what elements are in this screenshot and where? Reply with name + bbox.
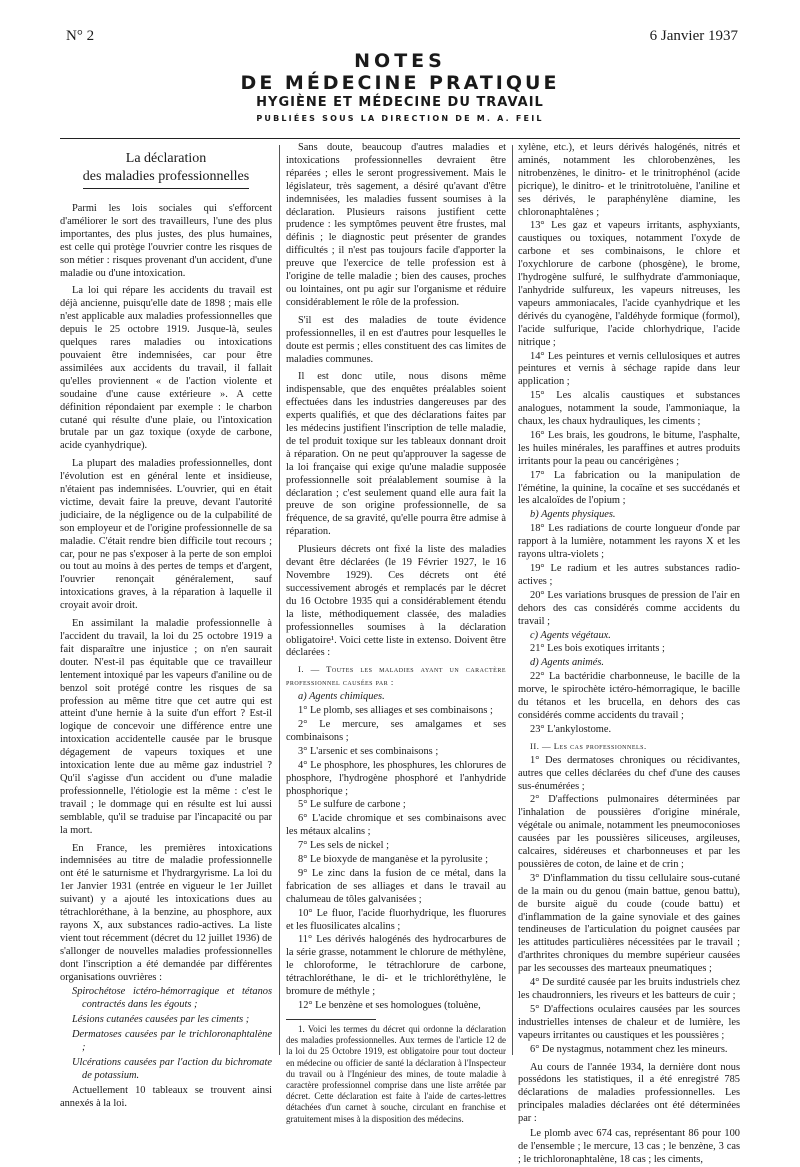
list-item: 19° Le radium et les autres substances radio-actives ; [518,563,740,587]
list-item: 2° D'affections pulmonaires déterminées par l'inhalation de poussières d'origine minérale, végétale ou animale, notamment les pneumoconioses causées par les poussières siliceuses, argileuses, calcaires, sidéreuses et charbonneuses et par les poussières de coton, de laine et de crin ; [518,794,740,870]
paragraph: La loi qui répare les accidents du travail est déjà ancienne, puisqu'elle date de 1898 ; mais elle n'est applicable aux maladies professionnelles que depuis le 25 octobre 1919. Jusque-là, seules quelques rares maladies ou intoxications pouvaient être indemnisées, car pour être assimilées aux accidents du travail, il fallait qu'elles proviennent « de l'action violente et soudaine d'une cause extérieure ». A cette définition répondaient par exemple : le charbon cutané qui résulte d'une plaie, ou l'intoxication brutale par un gaz toxique (oxyde de carbone, acide cyanhydrique). [60,285,272,452]
list-item: 4° Le phosphore, les phosphures, les chlorures de phosphore, l'hydrogène phosphoré et l'anhydride phosphorique ; [286,759,506,797]
article-title [60,150,272,189]
list-item: 12° Le benzène et ses homologues (toluène, [298,1000,481,1011]
masthead-line-4: PUBLIÉES SOUS LA DIRECTION DE M. A. FEIL [256,114,544,123]
list-item: 18° Les radiations de courte longueur d'onde par rapport à la lumière, notamment les rayons X et les rayons ultra-violets ; [518,523,740,561]
column-2 [286,142,506,1124]
masthead [0,50,800,126]
masthead-line-1: NOTES [354,50,446,72]
subsection-label: c) Agents végétaux. [530,629,611,641]
list-item: 7° Les sels de nickel ; [298,840,390,852]
masthead-line-2: DE MÉDECINE PRATIQUE [240,72,560,94]
list-item: 16° Les brais, les goudrons, le bitume, l'asphalte, les huiles minérales, les paraffines et autres produits irritants pour la peau ou cancérigènes ; [518,429,740,467]
paragraph: Le plomb avec 674 cas, représentant 86 pour 100 de l'ensemble ; le mercure, 13 cas ; le benzène, 3 cas ; le trichloronaphtalène, 18 cas ; les ciments, [518,1128,740,1165]
masthead-rule [60,138,740,139]
list-item: 20° Les variations brusques de pression de l'air en dehors des cas considérés comme accidents du travail ; [518,589,740,627]
column-divider-1 [279,145,280,1055]
paragraph: Sans doute, beaucoup d'autres maladies et intoxications professionnelles devraient être réparées ; elles le seront progressivement. Mais le législateur, très sagement, a désiré qu'avant d'être indemnisées, les maladies fussent soumises à la déclaration. Plusieurs raisons justifient cette prudence : les symptômes peuvent être frustes, mal définis ; le diagnostic peut présenter de grandes difficultés ; il n'est pas toujours facile d'apporter la preuve que l'exercice de telle profession est à l'origine de telle maladie ; bien des causes, proches ou lointaines, ont pu agir sur l'organisme et réduire considérablement le rôle de la profession. [286,142,506,308]
paragraph: Actuellement 10 tableaux se trouvent ainsi annexés à la loi. [60,1084,272,1109]
paragraph: Plusieurs décrets ont fixé la liste des maladies devant être déclarées (le 19 Février 1927, le 16 Novembre 1929). Ces décrets ont été successivement abrogés et remplacés par le décret du 16 Octobre 1935 qui a considérablement étendu la liste, méthodiquement classée, des maladies professionnelles soumises à la déclaration obligatoire¹. Voici cette liste in extenso. Doivent être déclarées : [286,544,506,659]
column-divider-2 [512,145,513,1055]
list-item: xylène, etc.), et leurs dérivés halogénés, nitrés et aminés, notamment les chlorobenzènes, les nitrobenzènes, le dinitro- et le trinitrophénol (acide picrique), le dinitro- et le trinitrotoluène, l'aniline et ses dérivés, le paraphénylène diamine, les chloronaphtalènes ; [518,142,740,218]
list-item: 8° Le bioxyde de manganèse et la pyrolusite ; [298,854,488,866]
list-item: 22° La bactéridie charbonneuse, le bacille de la morve, le spirochète ictéro-hémorragique, le bacille du tétanos et les brucella, en dehors des cas considérés comme accidents du travail ; [518,671,740,721]
list-item: 23° L'ankylostome. [530,723,612,735]
list-item: 14° Les peintures et vernis cellulosiques et autres peintures et vernis à séchage rapide dans leur application ; [518,350,740,388]
list-item: 2° Le mercure, ses amalgames et ses combinaisons ; [286,718,506,743]
list-item: 17° La fabrication ou la manipulation de l'émétine, la quinine, la cocaïne et ses succédanés et les alcaloïdes de l'opium ; [518,469,740,507]
paragraph: Au cours de l'année 1934, la dernière dont nous possédons les statistiques, il a été enregistré 785 déclarations de maladies professionnelles. Les principales maladies déclarées ont été déterminées par : [518,1061,740,1125]
list-item: 11° Les dérivés halogénés des hydrocarbures de la série grasse, notamment le chlorure de méthylène, le chloroforme, le tétrachlorure de carbone, tétrachloréthane, le di- et le trichloréthylène, le bromure de méthyle ; [286,934,506,998]
list-item: 10° Le fluor, l'acide fluorhydrique, les fluorures et les fluosilicates alcalins ; [286,907,506,932]
list-item: 4° De surdité causée par les bruits industriels chez les chaudronniers, les riveurs et les batteurs de cuir ; [518,977,740,1001]
list-item: 6° L'acide chromique et ses combinaisons avec les métaux alcalins ; [286,813,506,838]
footnote: 1. Voici les termes du décret qui ordonne la déclaration des maladies professionnelles. Aux termes de l'article 12 de la loi du 25 Octobre 1919, est obligatoire pour tout docteur en médecine ou officier de santé la déclaration à l'Inspecteur du travail ou à l'Ingénieur des mines, de toute maladie à caractère professionnel comprise dans une liste arrêtée par décret. Cette déclaration est faite à l'aide de cartes-lettres détachées d'un carnet à souche, circulant en franchise et gratuitement mises à la disposition des médecins. [286,1023,506,1124]
list-item: Spirochétose ictéro-hémorragique et tétanos contractés dans les égouts ; [72,986,272,1011]
list-item: 3° L'arsenic et ses combinaisons ; [298,745,439,757]
list-item: 9° Le zinc dans la fusion de ce métal, dans la fabrication de ses alliages et dans le travail au chalumeau de tôles galvanisées ; [286,867,506,905]
list-item: 6° De nystagmus, notamment chez les mineurs. [530,1043,728,1055]
list-item: 15° Les alcalis caustiques et substances analogues, notamment la soude, l'ammoniaque, la chaux, les chaux hydrauliques, les ciments ; [518,390,740,428]
paragraph: Il est donc utile, nous disons même indispensable, que des enquêtes préalables soient effectuées dans les industries dangereuses par des experts qualifiés, et que des déclarations faites par les médecins justifient l'inscription de telle maladie, de tel produit toxique sur les tableaux donnant droit à réparation. On ne peut qu'approuver la sagesse de la loi française qui exige qu'une maladie supposée professionnelle soit préalablement soumise à la déclaration ; c'est seulement quand elle aura fait la preuve de son origine professionnelle, de sa fréquence, de sa gravité, qu'elle pourra être admise à réparation. [286,371,506,538]
column-3 [518,142,740,1165]
issue-number: N° 2 [66,28,95,44]
list-item: 1° Le plomb, ses alliages et ses combinaisons ; [298,705,493,717]
footnote-rule [286,1019,376,1020]
paragraph: Parmi les lois sociales qui s'efforcent d'améliorer le sort des travailleurs, l'une des plus importantes, des plus justes, des plus humaines, est celle qui protège l'ouvrier contre les risques de son métier : risques provenant d'un accident, d'une maladie ou d'une intoxication. [60,203,272,279]
subsection-label: d) Agents animés. [530,657,604,669]
issue-date: 6 Janvier 1937 [649,28,738,44]
article-title-line-1: La déclaration [125,151,207,166]
list-item: 21° Les bois exotiques irritants ; [530,643,665,655]
paragraph: S'il est des maladies de toute évidence professionnelles, il en est d'autres pour lesquelles le doute est permis ; elles constituent des cas limites de maladies communes. [286,314,506,365]
list-item: 3° D'inflammation du tissu cellulaire sous-cutané de la main ou du genou (main battue, genou battu), de bursite aiguë du coude (coude battu) et d'inflammation de la gaine synoviale et des gaines tendineuses de l'articulation du poignet causées par les attitudes particulières nécessitées par le travail ; d'arthrites chroniques du membre supérieur causées par les secousses des marteaux pneumatiques ; [518,872,740,975]
list-item: 13° Les gaz et vapeurs irritants, asphyxiants, caustiques ou toxiques, notamment l'oxyde de carbone et ses combinaisons, le chlore et l'oxychlorure de carbone (phosgène), le brome, l'hydrogène sulfuré, le sulfhydrate d'ammoniaque, l'anhydride sulfureux, les vapeurs nitreuses, les vapeurs ammoniacales, l'acide cyanhydrique et les dérivés du cyanogène, l'aldéhyde formique (formol), l'acide sulfurique, l'acide chlorhydrique, l'acide nitrique ; [518,220,740,348]
list-item: Lésions cutanées causées par les ciments ; [72,1014,250,1026]
column-1 [60,142,272,1109]
subsection-label: a) Agents chimiques. [298,691,385,703]
section-header: II. — Les cas professionnels. [530,740,647,751]
paragraph: En assimilant la maladie professionnelle à l'accident du travail, la loi du 25 octobre 1919 a fait disparaître une injustice ; on n'en saurait douter. N'est-il pas équitable que ce travailleur lentement intoxiqué par les vapeurs d'aniline ou de benzol soit protégé contre les risques de sa profession au même titre que cet autre qui est atteint d'une hernie à la suite d'un effort ? Est-il logique de concevoir une différence entre une intoxication accidentelle causée par le brusque dégagement de vapeurs toxiques et une intoxication lente due au même gaz industriel ? Qu'il s'agisse d'un accident ou d'une maladie professionnelle, l'étiologie est la même : c'est le travail ; le dommage qui en résulte est lui aussi semblable, qu'il se traduise par l'incapacité ou par la mort. [60,618,272,836]
masthead-line-3: HYGIÈNE ET MÉDECINE DU TRAVAIL [256,95,544,110]
list-item: 5° D'affections oculaires causées par les sources industrielles intenses de chaleur et de lumière, les vapeurs irritantes ou caustiques et les poussières ; [518,1003,740,1041]
section-header: I. — Toutes les maladies ayant un caractère professionnel causées par : [286,664,506,688]
article-title-line-2: des maladies professionnelles [83,168,249,189]
list-item: 1° Des dermatoses chroniques ou récidivantes, autres que celles déclarées du chef d'une des causes sus-énumérées ; [518,754,740,792]
paragraph: En France, les premières intoxications indemnisées au titre de maladie professionnelle ont été le saturnisme et l'hydrargyrisme. La loi du 1er Janvier 1931 (entrée en vigueur le 1er Juillet suivant) y a ajouté les intoxications dues au tétrachloréthane, à la benzine, au phosphore, aux rayons X, aux substances radio-actives. La liste vient tout récemment (décret du 12 juillet 1936) de s'allonger de nouvelles maladies professionnelles dont l'inscription a été demandée par différentes organisations ouvrières : [60,842,272,983]
top-line [66,28,738,48]
paragraph: La plupart des maladies professionnelles, dont l'évolution est en général lente et insidieuse, n'étaient pas indemnisées. L'ouvrier, qui en était victime, devait faire la preuve, devant l'autorité judiciaire, de la négligence ou de la culpabilité de son employeur et de l'origine professionnelle de sa maladie. C'était rendre bien difficile tout recours ; car, pour ne pas s'exposer à la perte de son emploi ou tout au moins à des pertes de temps et d'argent, l'ouvrier renonçait généralement, sauf intoxications graves, à la réparation à laquelle il croyait avoir droit. [60,458,272,612]
list-item: Dermatoses causées par le trichloronaphtalène ; [72,1029,272,1054]
list-item: Ulcérations causées par l'action du bichromate de potassium. [72,1057,272,1081]
list-item: 5° Le sulfure de carbone ; [298,799,406,811]
subsection-label: b) Agents physiques. [530,509,616,521]
